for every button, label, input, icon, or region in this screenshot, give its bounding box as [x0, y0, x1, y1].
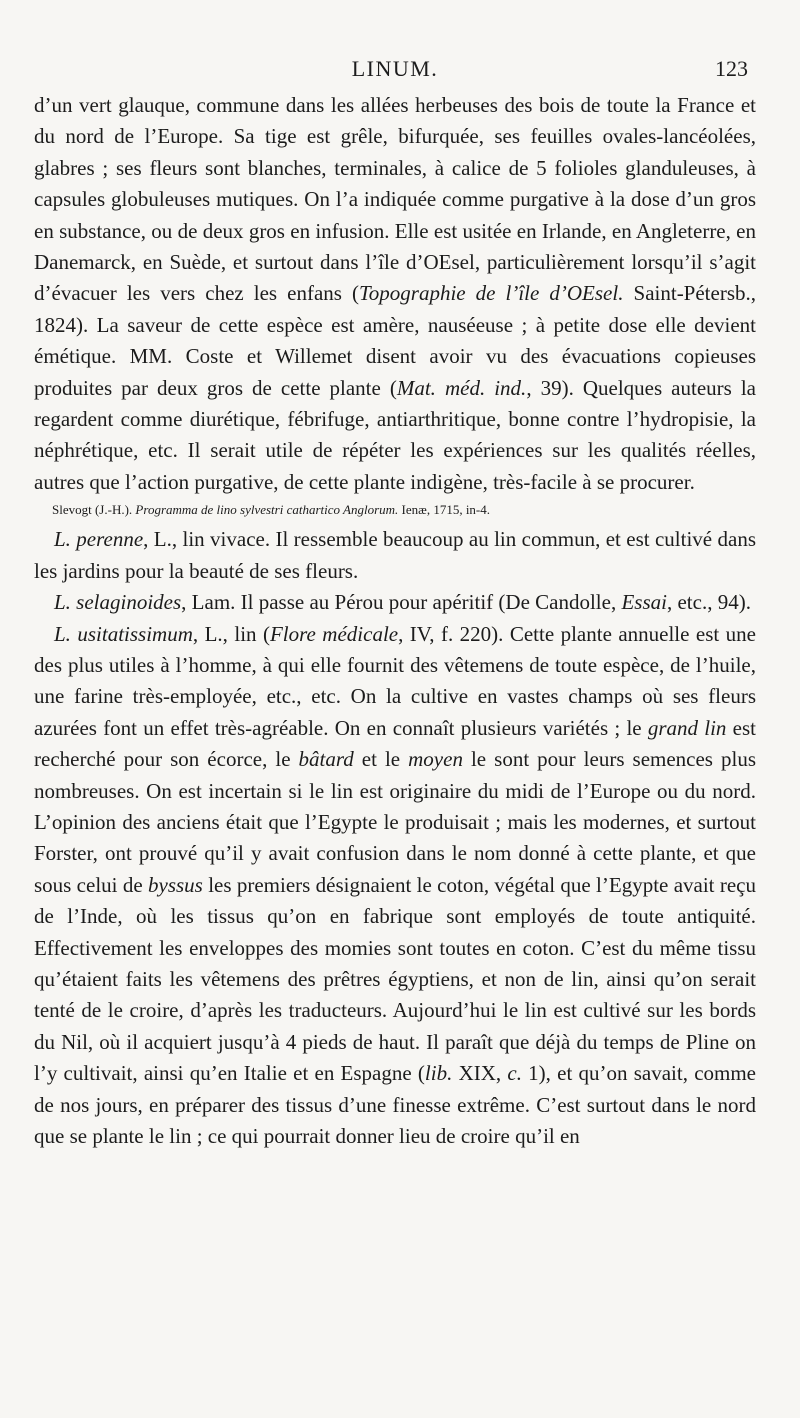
- entry-linum-usitatissimum: L. usitatissimum, L., lin (Flore médicale, IV, f. 220). Cette plante annuelle est une des plus utiles à l’homme, à qui elle fournit des vêtemens de toute espèce, de l’huile, une farine très-employée, etc., etc. On la cultive en vastes champs où ses fleurs azurées font un effet très-agréable. On en connaît plusieurs variétés ; le grand lin est recherché pour son écorce, le bâtard et le moyen le sont pour leurs semences plus nombreuses. On est incertain si le lin est originaire du midi de l’Europe ou du nord. L’opinion des anciens était que l’Egypte le produisait ; mais les modernes, et surtout Forster, ont prouvé qu’il y avait confusion dans le nom donné à cette plante, et que sous celui de byssus les premiers désignaient le coton, végétal que l’Egypte avait reçu de l’Inde, où les tissus qu’on en fabrique sont employés de toute antiquité. Effectivement les enveloppes des momies sont toutes en coton. C’est du même tissu qu’étaient faits les vêtemens des prêtres égyptiens, et non de lin, ainsi qu’on serait tenté de le croire, d’après les traducteurs. Aujourd’hui le lin est cultivé sur les bords du Nil, où il acquiert jusqu’à 4 pieds de haut. Il paraît que déjà du temps de Pline on l’y cultivait, ainsi qu’en Italie et en Espagne (lib. XIX, c. 1), et qu’on savait, comme de nos jours, en préparer des tissus d’une finesse extrême. C’est surtout dans le nord que se plante le lin ; ce qui pourrait donner lieu de croire qu’il en: [34, 621, 757, 1148]
- paragraph-continued: d’un vert glauque, commune dans les allées herbeuses des bois de toute la France et du nord de l’Europe. Sa tige est grêle, bifurquée, ses feuilles ovales-lancéolées, glabres ; ses fleurs sont blanches, terminales, à calice de 5 folioles glanduleuses, à capsules globuleuses mutiques. On l’a indiquée comme purgative à la dose d’un gros en substance, ou de deux gros en infusion. Elle est usitée en Irlande, en Angleterre, en Danemarck, en Suède, et surtout dans l’île d’OEsel, particulièrement lorsqu’il s’agit d’évacuer les vers chez les enfans (Topographie de l’île d’OEsel. Saint-Pétersb., 1824). La saveur de cette espèce est amère, nauséeuse ; à petite dose elle devient émétique. MM. Coste et Willemet disent avoir vu des évacuations copieuses produites par deux gros de cette plante (Mat. méd. ind., 39). Quelques auteurs la regardent comme diurétique, fébrifuge, antiarthritique, bonne contre l’hydropisie, la néphrétique, etc. Il serait utile de répéter les expériences sur les qualités réelles, autres que l’action purgative, de cette plante indigène, très-facile à se procurer.: [34, 93, 757, 494]
- page-header: [34, 56, 756, 90]
- page-number: 123: [715, 56, 748, 81]
- bibliographic-reference: Slevogt (J.-H.). Programma de lino sylvestri cathartico Anglorum. Ienæ, 1715, in-4.: [52, 502, 491, 518]
- entry-linum-selaginoides: L. selaginoides, Lam. Il passe au Pérou pour apéritif (De Candolle, Essai, etc., 94).: [54, 590, 751, 615]
- entry-linum-perenne: L. perenne, L., lin vivace. Il ressemble beaucoup au lin commun, et est cultivé dans les jardins pour la beauté de ses fleurs.: [34, 527, 756, 583]
- running-title: LINUM.: [351, 56, 439, 81]
